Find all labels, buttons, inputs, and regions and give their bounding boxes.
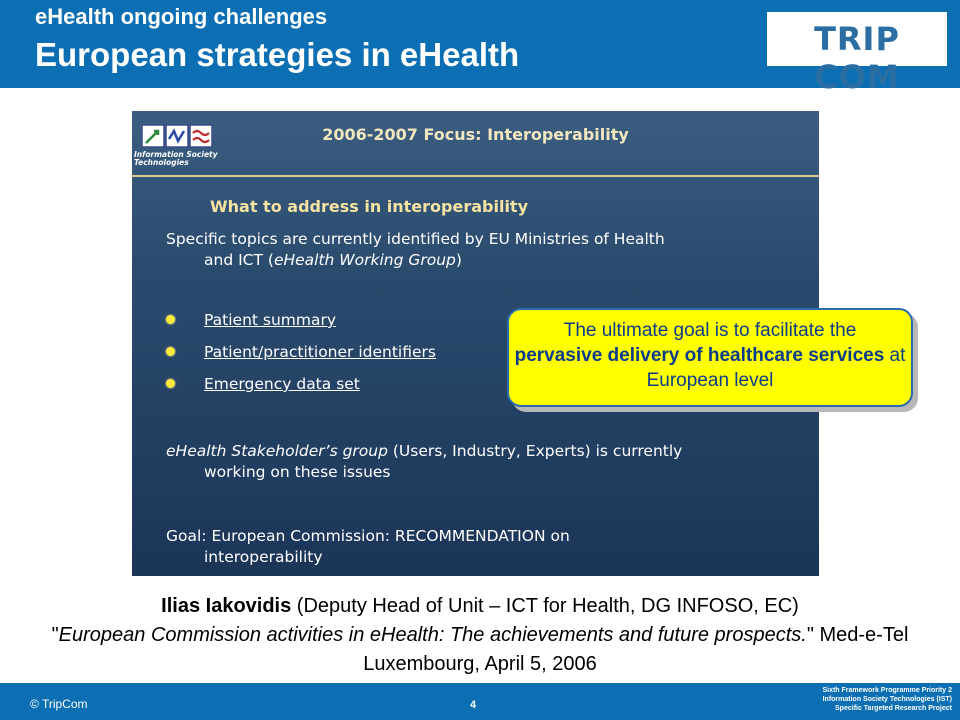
- page-number: 4: [470, 699, 477, 711]
- programme-line-2: Information Society Technologies (IST): [822, 696, 952, 703]
- information-society-logo-text: Information Society Technologies: [134, 150, 218, 167]
- footer-programme: [822, 686, 952, 713]
- para2-line1-rest: (Users, Industry, Experts) is currently: [387, 442, 683, 460]
- para3-line2: interoperability: [204, 548, 323, 566]
- programme-line-1: Sixth Framework Programme Priority 2: [822, 687, 952, 694]
- citation-quote-close: ": [806, 624, 814, 646]
- slide-divider: [132, 175, 819, 177]
- slide-paragraph-goal: [166, 526, 796, 568]
- citation-venue: Med-e-Tel Luxembourg, April 5, 2006: [363, 624, 909, 675]
- callout-text-bold: pervasive delivery of healthcare services: [514, 345, 885, 366]
- callout-box: [507, 308, 913, 407]
- footer-bar: [0, 683, 960, 720]
- slide-paragraph-stakeholders: [166, 441, 796, 483]
- header-subtitle: eHealth ongoing challenges: [35, 4, 328, 29]
- programme-line-3: Specific Targeted Research Project: [835, 705, 952, 712]
- slide-subheading: What to address in interoperability: [210, 197, 529, 216]
- slide-heading: 2006-2007 Focus: Interoperability: [322, 125, 629, 144]
- bullet-icon: [166, 379, 175, 388]
- para2-italic: eHealth Stakeholder’s group: [166, 442, 388, 460]
- slide-paragraph-topics: [166, 229, 796, 271]
- citation-quote-open: ": [51, 624, 59, 646]
- citation-affiliation: (Deputy Head of Unit – ICT for Health, DG INFOSO, EC): [291, 595, 799, 617]
- para1-line2-post: ): [455, 251, 462, 269]
- citation-author: Ilias Iakovidis: [161, 595, 292, 617]
- footer-copyright: © TripCom: [30, 697, 88, 711]
- para1-line2-italic: eHealth Working Group: [273, 251, 456, 269]
- tripcom-logo: [767, 12, 947, 96]
- bullet-icon: [166, 347, 175, 356]
- callout-text: [509, 310, 911, 393]
- para3-line1: Goal: European Commission: RECOMMENDATION on: [166, 527, 570, 545]
- para2-line2: working on these issues: [204, 463, 391, 481]
- list-item[interactable]: [166, 375, 436, 407]
- citation-title: European Commission activities in eHealth: The achievements and future prospects.: [58, 624, 807, 646]
- list-item[interactable]: [166, 343, 436, 375]
- para1-line2-pre: and ICT (: [204, 251, 274, 269]
- para1-line2: [166, 250, 796, 271]
- callout-text-pre: The ultimate goal is to facilitate the: [563, 320, 857, 341]
- citation-caption: [40, 592, 920, 679]
- callout-text-post: at European level: [646, 345, 906, 391]
- list-item[interactable]: [166, 311, 436, 343]
- topic-list: [166, 311, 436, 407]
- para1-line1: Specific topics are currently identified by EU Ministries of Health: [166, 230, 665, 248]
- list-item-label: Emergency data set: [204, 375, 360, 393]
- page-title: European strategies in eHealth: [35, 36, 520, 73]
- list-item-label: Patient summary: [204, 311, 337, 329]
- tripcom-logo-text: TRIP COM: [814, 20, 900, 96]
- bullet-icon: [166, 315, 175, 324]
- header-bar: [0, 0, 960, 96]
- list-item-label: Patient/practitioner identifiers: [204, 343, 436, 361]
